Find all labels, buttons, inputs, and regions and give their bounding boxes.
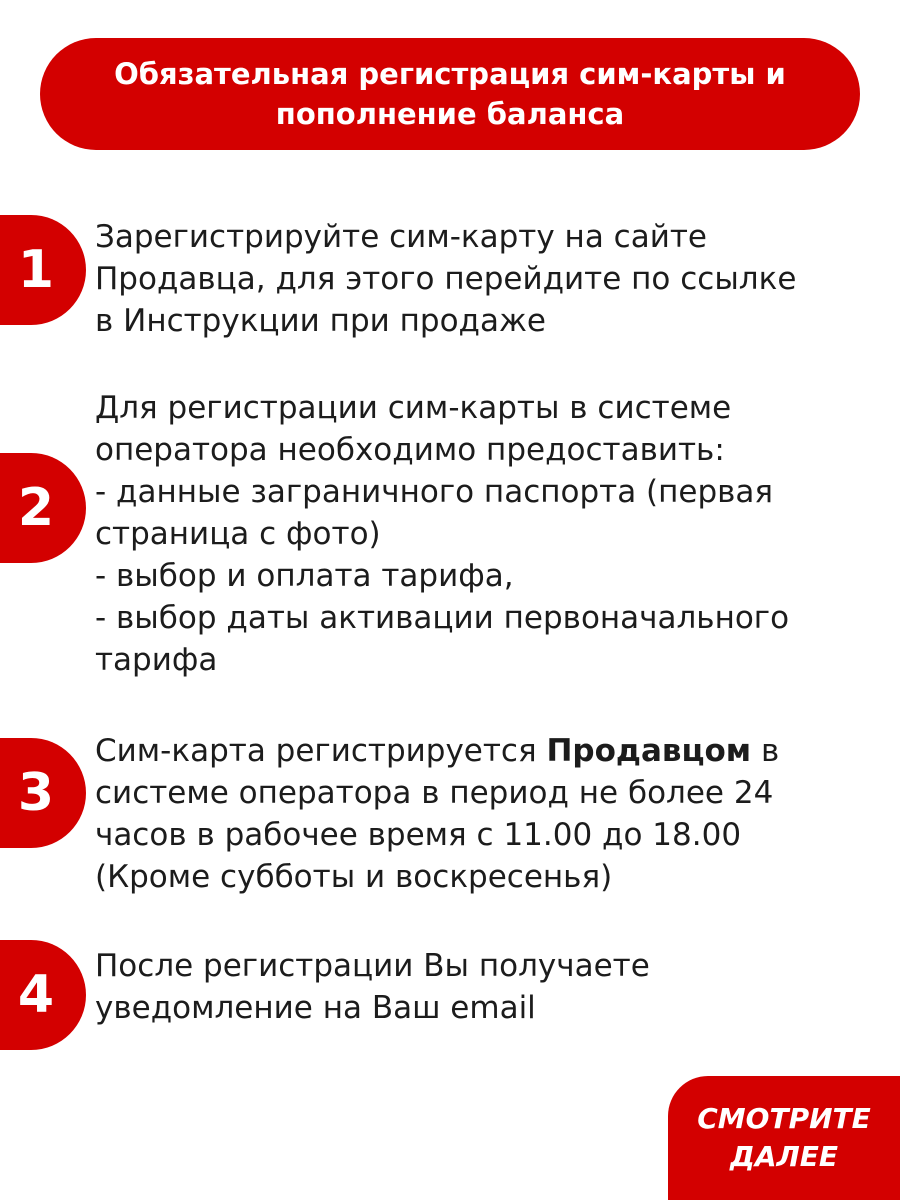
step-3-first-line (95, 730, 875, 772)
step-1-line: в Инструкции при продаже (95, 303, 546, 339)
step-3-number: 3 (17, 763, 55, 823)
step-3-text-after: в (751, 733, 780, 769)
see-more-line-2: ДАЛЕЕ (729, 1140, 839, 1173)
step-2-line: страница с фото) (95, 516, 381, 552)
step-3-line: (Кроме субботы и воскресенья) (95, 859, 613, 895)
step-2-line: Для регистрации сим-карты в системе (95, 390, 732, 426)
step-2-text (95, 387, 875, 681)
see-more-line-1: СМОТРИТЕ (697, 1102, 871, 1135)
header-title: Обязательная регистрация сим-карты и пополнение баланса (114, 57, 786, 131)
see-more-button[interactable] (668, 1076, 900, 1200)
step-4-line: уведомление на Ваш email (95, 990, 536, 1026)
step-2-line: тарифа (95, 642, 218, 678)
step-1-line: Продавца, для этого перейдите по ссылке (95, 261, 797, 297)
step-1-badge (0, 215, 86, 325)
step-4-badge (0, 940, 86, 1050)
step-4-text (95, 945, 875, 1029)
step-2-line: оператора необходимо предоставить: (95, 432, 725, 468)
step-3-line: системе оператора в период не более 24 (95, 775, 774, 811)
step-1-line: Зарегистрируйте сим-карту на сайте (95, 219, 707, 255)
header-banner (40, 38, 860, 150)
step-3-text (95, 730, 875, 898)
step-1-text (95, 216, 875, 342)
step-3-badge (0, 738, 86, 848)
step-2-line: - данные заграничного паспорта (первая (95, 474, 774, 510)
step-3-seller-bold: Продавцом (546, 733, 752, 769)
step-2-badge (0, 453, 86, 563)
step-3-line: часов в рабочее время с 11.00 до 18.00 (95, 817, 742, 853)
step-3-text-before: Сим-карта регистрируется (95, 733, 547, 769)
step-4-number: 4 (17, 965, 55, 1025)
step-2-number: 2 (17, 478, 55, 538)
step-2-line: - выбор и оплата тарифа, (95, 558, 514, 594)
step-4-line: После регистрации Вы получаете (95, 948, 650, 984)
step-2-line: - выбор даты активации первоначального (95, 600, 790, 636)
step-1-number: 1 (17, 240, 55, 300)
